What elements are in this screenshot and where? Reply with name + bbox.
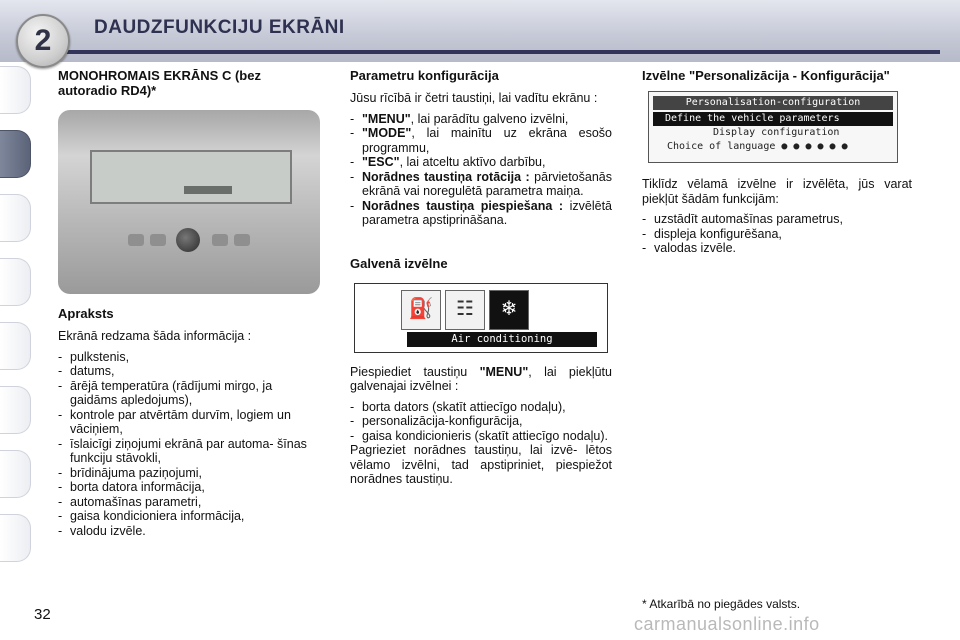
chapter-tab[interactable] [0, 386, 31, 434]
screen-row: Choice of language ● ● ● ● ● ● [667, 141, 848, 152]
list-item: - "ESC", lai atceltu aktīvo darbību, [350, 155, 612, 170]
page-title: DAUDZFUNKCIJU EKRĀNI [94, 17, 345, 38]
page-number: 32 [34, 606, 51, 623]
list-item: - borta dators (skatīt attiecīgo nodaļu), [350, 400, 612, 415]
photo-knob [176, 228, 200, 252]
section-heading-params: Parametru konfigurācija [350, 68, 499, 83]
chapter-tab-active[interactable] [0, 130, 31, 178]
chapter-tab[interactable] [0, 258, 31, 306]
photo-display-screen [90, 150, 292, 204]
chapter-tab[interactable] [0, 322, 31, 370]
list-item: - personalizācija-konfigurācija, [350, 414, 612, 429]
column-3 [642, 68, 912, 256]
chapter-tab[interactable] [0, 450, 31, 498]
watermark: carmanualsonline.info [634, 614, 820, 634]
list-item: - gaisa kondicioniera informācija, [58, 509, 320, 524]
list-item: - valodas izvēle. [642, 241, 912, 256]
list-item: - īslaicīgi ziņojumi ekrānā par automa- šīnas funkciju stāvokli, [58, 437, 320, 466]
chapter-number: 2 [34, 24, 52, 57]
personalisation-intro: Tiklīdz vēlamā izvēlne ir izvēlēta, jūs varat piekļūt šādām funkcijām: [642, 177, 912, 206]
list-item: - valodu izvēle. [58, 524, 320, 539]
list-item: - pulkstenis, [58, 350, 320, 365]
chapter-tab[interactable] [0, 194, 31, 242]
list-item: - kontrole par atvērtām durvīm, logiem un vāciņiem, [58, 408, 320, 437]
photo-button [234, 234, 250, 246]
photo-button [212, 234, 228, 246]
section-heading-main-menu: Galvenā izvēlne [350, 255, 448, 271]
list-item: - "MODE", lai mainītu uz ekrāna esošo programmu, [350, 126, 612, 155]
main-menu-icons [401, 290, 529, 330]
list-item: - gaisa kondicionieris (skatīt attiecīgo nodaļu). [350, 429, 612, 444]
list-item: - datums, [58, 364, 320, 379]
settings-sliders-icon: ☷ [445, 290, 485, 330]
section-heading-description: Apraksts [58, 306, 114, 321]
chapter-badge [16, 14, 70, 68]
chapter-tab[interactable] [0, 514, 31, 562]
list-item: - brīdinājuma paziņojumi, [58, 466, 320, 481]
photo-button [128, 234, 144, 246]
footnote: * Atkarībā no piegādes valsts. [642, 597, 801, 611]
section-title-monochrome: MONOHROMAIS EKRĀNS C (bez autoradio RD4)* [58, 68, 261, 98]
screen-title: Personalisation-configuration [653, 96, 893, 110]
main-menu-outro: Pagrieziet norādnes taustiņu, lai izvē- lētos vēlamo izvēlni, tad apstipriniet, piespiežot norādnes taustiņu. [350, 443, 612, 486]
list-item: - ārējā temperatūra (rādījumi mirgo, ja gaidāms apledojums), [58, 379, 320, 408]
dashboard-panel-photo [58, 110, 320, 294]
params-intro: Jūsu rīcībā ir četri taustiņi, lai vadītu ekrānu : [350, 91, 598, 105]
description-intro: Ekrānā redzama šāda informācija : [58, 329, 252, 343]
description-list [58, 350, 320, 539]
personalisation-list [642, 212, 912, 256]
air-conditioning-icon: ❄ [489, 290, 529, 330]
photo-button [150, 234, 166, 246]
main-menu-intro: Piespiediet taustiņu "MENU", lai piekļūtu galvenajai izvēlnei : [350, 364, 612, 393]
list-item: - Norādnes taustiņa piespiešana : izvēlētā parametra apstiprināšana. [350, 199, 612, 228]
header-divider [40, 50, 940, 54]
main-menu-list [350, 400, 612, 444]
column-2 [350, 68, 612, 493]
section-heading-personalisation: Izvēlne "Personalizācija - Konfigurācija" [642, 68, 890, 83]
list-item: - borta datora informācija, [58, 480, 320, 495]
fuel-pump-icon: ⛽ [401, 290, 441, 330]
screen-row: Display configuration [713, 127, 840, 138]
main-menu-screen [354, 283, 608, 353]
column-1 [58, 68, 320, 538]
screen-row-selected: Define the vehicle parameters [653, 112, 893, 126]
params-list [350, 112, 612, 228]
list-item: - "MENU", lai parādītu galveno izvēlni, [350, 112, 612, 127]
chapter-tab[interactable] [0, 66, 31, 114]
list-item: - displeja konfigurēšana, [642, 227, 912, 242]
list-item: - Norādnes taustiņa rotācija : pārvietošanās ekrānā vai noregulētā parametra maiņa. [350, 170, 612, 199]
main-menu-selected-label: Air conditioning [407, 332, 597, 347]
list-item: - automašīnas parametri, [58, 495, 320, 510]
personalisation-screen [648, 91, 898, 163]
list-item: - uzstādīt automašīnas parametrus, [642, 212, 912, 227]
chapter-tabs [0, 66, 34, 578]
